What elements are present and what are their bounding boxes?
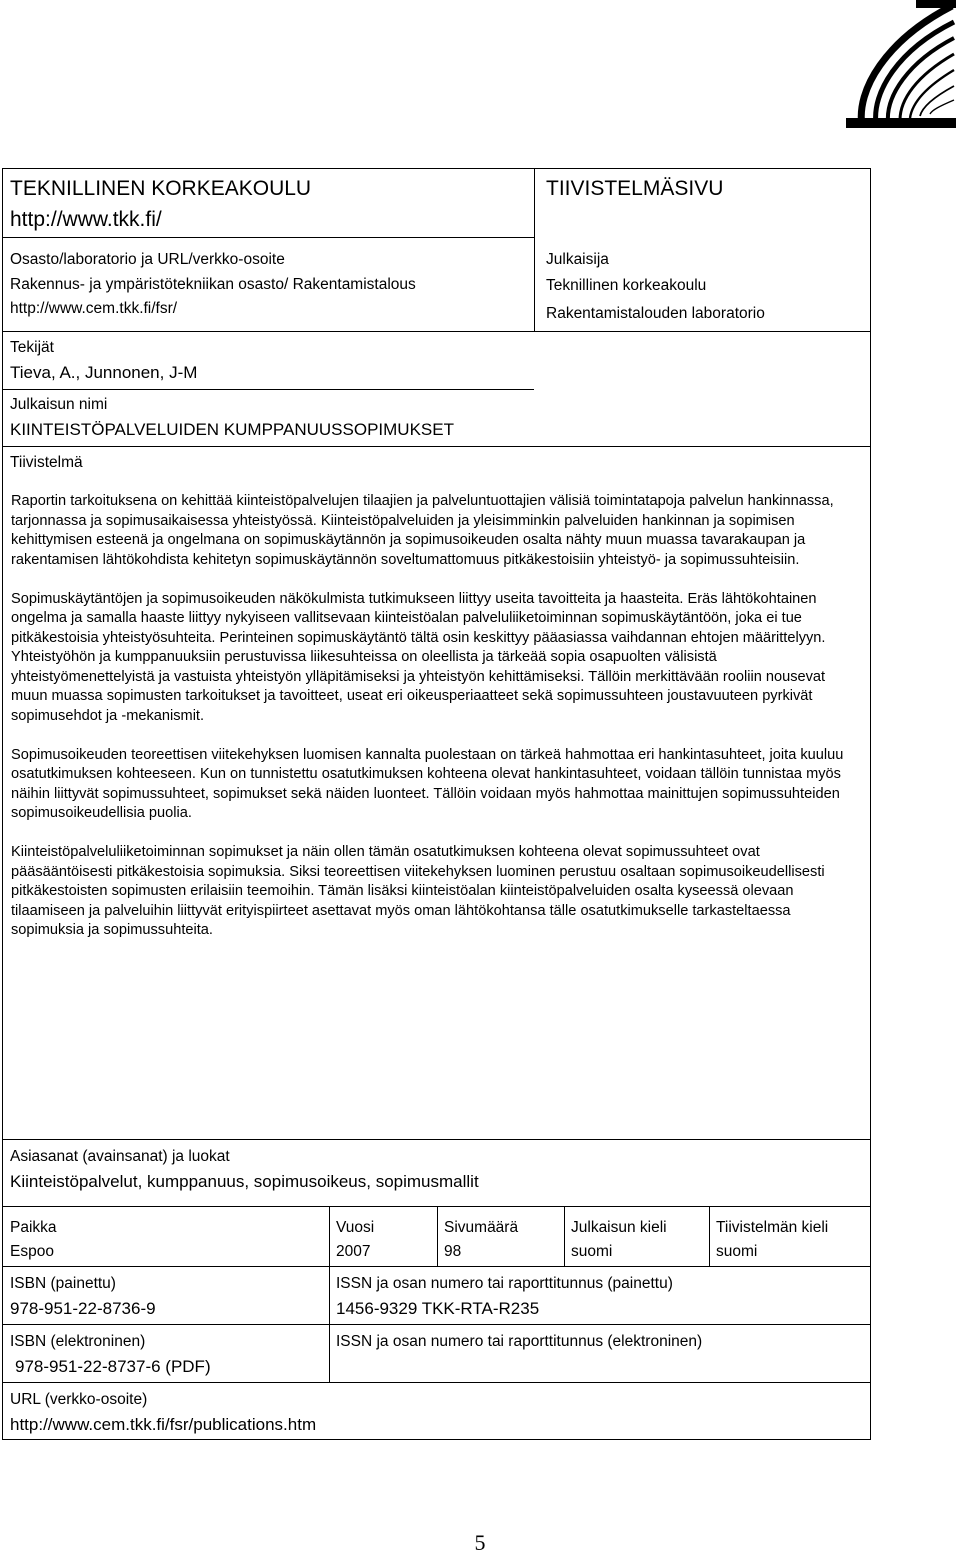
abstract-language-value: suomi	[716, 1243, 758, 1260]
abstract-body	[11, 492, 863, 960]
department-name: Rakennus- ja ympäristötekniikan osasto/ Rakentamistalous	[10, 276, 416, 293]
pages-value: 98	[444, 1243, 462, 1260]
meta-col-divider-1	[329, 1206, 330, 1382]
publisher-line1: Teknillinen korkeakoulu	[546, 277, 707, 294]
abstract-label: Tiivistelmä	[10, 454, 83, 471]
meta-col-divider-4	[709, 1206, 710, 1266]
university-url[interactable]: http://www.tkk.fi/	[10, 208, 162, 231]
isbn-print-value: 978-951-22-8736-9	[10, 1299, 156, 1318]
page-number: 5	[474, 1530, 486, 1555]
pages-label: Sivumäärä	[444, 1219, 519, 1236]
header-vertical-divider	[534, 169, 535, 331]
language-value: suomi	[571, 1243, 613, 1260]
keywords-value: Kiinteistöpalvelut, kumppanuus, sopimusoikeus, sopimusmallit	[10, 1172, 479, 1191]
issn-print-label: ISSN ja osan numero tai raporttitunnus (painettu)	[336, 1275, 673, 1292]
department-url[interactable]: http://www.cem.tkk.fi/fsr/	[10, 300, 178, 317]
publication-title: KIINTEISTÖPALVELUIDEN KUMPPANUUSSOPIMUKSET	[10, 420, 454, 439]
department-label: Osasto/laboratorio ja URL/verkko-osoite	[10, 251, 285, 268]
url-label: URL (verkko-osoite)	[10, 1391, 148, 1408]
authors-divider	[3, 389, 534, 390]
issn-electronic-label: ISSN ja osan numero tai raporttitunnus (elektroninen)	[336, 1333, 703, 1350]
header-bottom-divider	[3, 331, 870, 332]
place-value: Espoo	[10, 1243, 54, 1260]
year-label: Vuosi	[336, 1219, 375, 1236]
university-name: TEKNILLINEN KORKEAKOULU	[10, 177, 312, 200]
meta-col-divider-3	[564, 1206, 565, 1266]
abstract-paragraph: Kiinteistöpalveluliiketoiminnan sopimukset ja näin ollen tämän osatutkimuksen kohteena olevat sopimussuhteet ovat pääsääntöisesti pitkäkestoisia sopimuksia. Siksi teoreettisen viitekehyksen luominen perustuu osaltaan sopimusoikeudellisesti pitkäkestoisten sopimusten erilaisiin teemoihin. Tämän lisäksi kiinteistöalan kiinteistöpalveluiden osalta kyseessä olevaan tilaamiseen ja palveluihin liittyvät erityispiirteet asettavat myös oman lähtökohtansa tälle osatutkimukselle tarkasteltaessa sopimuksia ja sopimussuhteita.	[11, 844, 825, 938]
abstract-language-label: Tiivistelmän kieli	[716, 1219, 829, 1236]
abstract-paragraph: Raportin tarkoituksena on kehittää kiinteistöpalvelujen tilaajien ja palveluntuottajien välisiä toimintatapoja palvelun hankinnassa, tarjonnassa ja sopimusaikaisessa yhteistyössä. Kiinteistöpalveluiden ja yleisimminkin palveluiden hankinnan ja sopimisen kehittymisen esteenä ja ongelmana on sopimuskäytännön ja sopimusoikeuden osalta nähty muun muassa tavarakaupan ja rakentamisen lähtökohdista kehitetyn sopimuskäytännön soveltumattomuus pitkäkestoisiin yhteistyö- ja sopimussuhteisiin.	[11, 493, 834, 568]
isbn-electronic-value: 978-951-22-8737-6 (PDF)	[15, 1357, 211, 1376]
publications-url[interactable]: http://www.cem.tkk.fi/fsr/publications.htm	[10, 1415, 317, 1434]
abstract-paragraph: Sopimusoikeuden teoreettisen viitekehyksen luomisen kannalta puolestaan on tärkeä hahmottaa eri hankintasuhteet, joita kuuluu osatutkimuksen kohteeseen. Kun on tunnistettu osatutkimuksen kohteena olevat hankintasuhteet, voidaan tällöin tunnistaa myös näihin liittyvät sopimussuhteet, sopimukset sekä näiden luonteet. Tällöin voidaan myös hahmottaa mainittujen sopimussuhteiden sopimusoikeudellisia puolia.	[11, 746, 844, 821]
abstract-bottom-divider	[3, 1139, 870, 1140]
tkk-logo-icon	[846, 0, 956, 128]
title-divider	[3, 446, 870, 447]
isbn-print-label: ISBN (painettu)	[10, 1275, 116, 1292]
publisher-line2: Rakentamistalouden laboratorio	[546, 305, 765, 322]
issn-print-value: 1456-9329 TKK-RTA-R235	[336, 1299, 540, 1318]
summary-sheet	[2, 168, 871, 1440]
meta-row3-divider	[3, 1382, 870, 1383]
authors-label: Tekijät	[10, 339, 54, 356]
meta-row2-divider	[3, 1324, 870, 1325]
header-divider	[3, 237, 534, 238]
language-label: Julkaisun kieli	[571, 1219, 667, 1236]
abstract-paragraph: Sopimuskäytäntöjen ja sopimusoikeuden näkökulmista tutkimukseen liittyy useita tavoitteita ja haasteita. Eräs lähtökohtainen ongelma ja samalla haaste liittyy nykyiseen vallitsevaan kiinteistöalan palveluliiketoiminnan sopimuskäytäntöön, joka ei tue pitkäkestoisia yhteistyösuhteita. Perinteinen sopimuskäytäntö tältä osin keskittyy pääasiassa vaihdannan ehtojen määrittelyyn. Yhteistyöhön ja kumppanuuksiin perustuvissa liikesuhteissa on oleellista ja tärkeää sopia osapuolten välisistä yhteistyömenettelyistä ja vastuista yhteistyön ylläpitämiseksi ja yhteistyön kehittämiseksi. Tällöin merkittävään rooliin nousevat muun muassa sopimusten tarkoitukset ja tavoitteet, useat eri oikeusperiaatteet sekä sopimussuhteen joustavuuteen pyrkivät sopimusehdot ja -mekanismit.	[11, 590, 826, 724]
meta-row1-divider	[3, 1266, 870, 1267]
publisher-label: Julkaisija	[546, 251, 609, 268]
publication-label: Julkaisun nimi	[10, 396, 108, 413]
year-value: 2007	[336, 1243, 371, 1260]
keywords-label: Asiasanat (avainsanat) ja luokat	[10, 1148, 230, 1165]
doc-type-title: TIIVISTELMÄSIVU	[546, 177, 724, 200]
place-label: Paikka	[10, 1219, 57, 1236]
authors-value: Tieva, A., Junnonen, J-M	[10, 363, 198, 382]
meta-col-divider-2	[437, 1206, 438, 1266]
isbn-electronic-label: ISBN (elektroninen)	[10, 1333, 146, 1350]
